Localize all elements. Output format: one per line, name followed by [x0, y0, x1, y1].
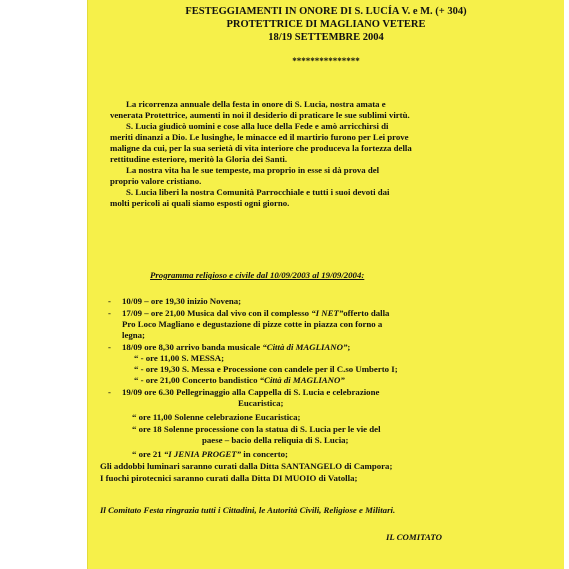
programme-line-10: Eucaristica;	[238, 398, 284, 408]
band-name-inet: “I NET”	[311, 308, 344, 318]
intro-p4-line1: S. Lucia liberi la nostra Comunità Parrocchiale e tutti i suoi devoti dai	[126, 187, 390, 197]
programme-line-13: paese – bacio della reliquia di S. Lucia;	[202, 435, 349, 445]
intro-p3-line2: proprio valore cristiano.	[110, 176, 202, 186]
programme-line-2c: offerto dalla	[343, 308, 390, 318]
intro-p3-line1: La nostra vita ha le sue tempeste, ma proprio in esse si dà prova del	[126, 165, 380, 175]
title-line-2: PROTETTRICE DI MAGLIANO VETERE	[226, 19, 426, 30]
flyer-page	[88, 0, 564, 569]
programme-line-14a: “ ore 21	[132, 449, 164, 459]
programme-line-16: I fuochi pirotecnici saranno curati dalla Ditta DI MUOIO di Vatolla;	[100, 473, 358, 483]
concert-name-magliano: “Città di MAGLIANO”	[259, 375, 345, 385]
intro-p1-line2: venerata Protettrice, aumenti in noi il desiderio di praticare le sue sublimi virtù.	[110, 110, 410, 120]
programme-line-1: 10/09 – ore 19,30 inizio Novena;	[122, 296, 242, 306]
bullet-dash: -	[108, 296, 111, 306]
title-line-1: FESTEGGIAMENTI IN ONORE DI S. LUCÍA V. e M. (+ 304)	[185, 6, 467, 17]
programme-heading: Programma religioso e civile dal 10/09/2003 al 19/09/2004:	[150, 270, 365, 280]
stars-divider: ***************	[292, 56, 360, 66]
intro-p2-line4: rettitudine esteriore, meritò la Gloria dei Santi.	[110, 154, 288, 164]
programme-line-2	[122, 308, 389, 319]
programme-line-6: “ - ore 11,00 S. MESSA;	[134, 353, 225, 363]
intro-p2-line2: meriti dinanzi a Dio. Le lusinghe, le minacce ed il martirio furono per Lei prove	[110, 132, 409, 142]
programme-line-14	[132, 449, 288, 460]
programme-line-5a: 18/09 ore 8,30 arrivo banda musicale	[122, 342, 263, 352]
programme-line-3: Pro Loco Magliano e degustazione di pizze cotte in piazza con forno a	[122, 319, 383, 329]
signature: IL COMITATO	[386, 532, 442, 542]
programme-line-5c: ;	[347, 342, 351, 352]
intro-p2-line1: S. Lucia giudicò uomini e cose alla luce della Fede e amò arricchirsi di	[126, 121, 389, 131]
programme-line-12: “ ore 18 Solenne processione con la statua di S. Lucia per le vie del	[132, 424, 381, 434]
band-name-magliano: “Città di MAGLIANO”	[262, 342, 348, 352]
programme-line-7: “ - ore 19,30 S. Messa e Processione con candele per il C.so Umberto I;	[134, 364, 398, 374]
programme-line-11: “ ore 11,00 Solenne celebrazione Eucaristica;	[132, 412, 301, 422]
programme-line-4: legna;	[122, 330, 145, 340]
programme-line-5	[122, 342, 350, 353]
band-name-jenia: “I JENIA PROGET”	[163, 449, 242, 459]
title-line-3: 18/19 SETTEMBRE 2004	[268, 32, 384, 43]
bullet-dash: -	[108, 308, 111, 318]
programme-line-15: Gli addobbi luminari saranno curati dalla Ditta SANTANGELO di Campora;	[100, 461, 393, 471]
programme-line-8a: “ - ore 21,00 Concerto bandistico	[134, 375, 260, 385]
bullet-dash: -	[108, 387, 111, 397]
intro-p4-line2: molti pericoli ai quali siamo esposti ogni giorno.	[110, 198, 290, 208]
bullet-dash: -	[108, 342, 111, 352]
programme-line-9: 19/09 ore 6.30 Pellegrinaggio alla Cappella di S. Lucia e celebrazione	[122, 387, 380, 397]
programme-line-14c: in concerto;	[241, 449, 288, 459]
programme-line-8	[134, 375, 345, 386]
programme-line-2a: 17/09 – ore 21,00 Musica dal vivo con il complesso	[122, 308, 312, 318]
intro-p2-line3: maligne da cui, per la sua serietà di vita interiore che produceva la fortezza della	[110, 143, 412, 153]
thanks-note: Il Comitato Festa ringrazia tutti i Cittadini, le Autorità Civili, Religiose e Militari.	[100, 505, 396, 515]
intro-p1-line1: La ricorrenza annuale della festa in onore di S. Lucia, nostra amata e	[126, 99, 386, 109]
